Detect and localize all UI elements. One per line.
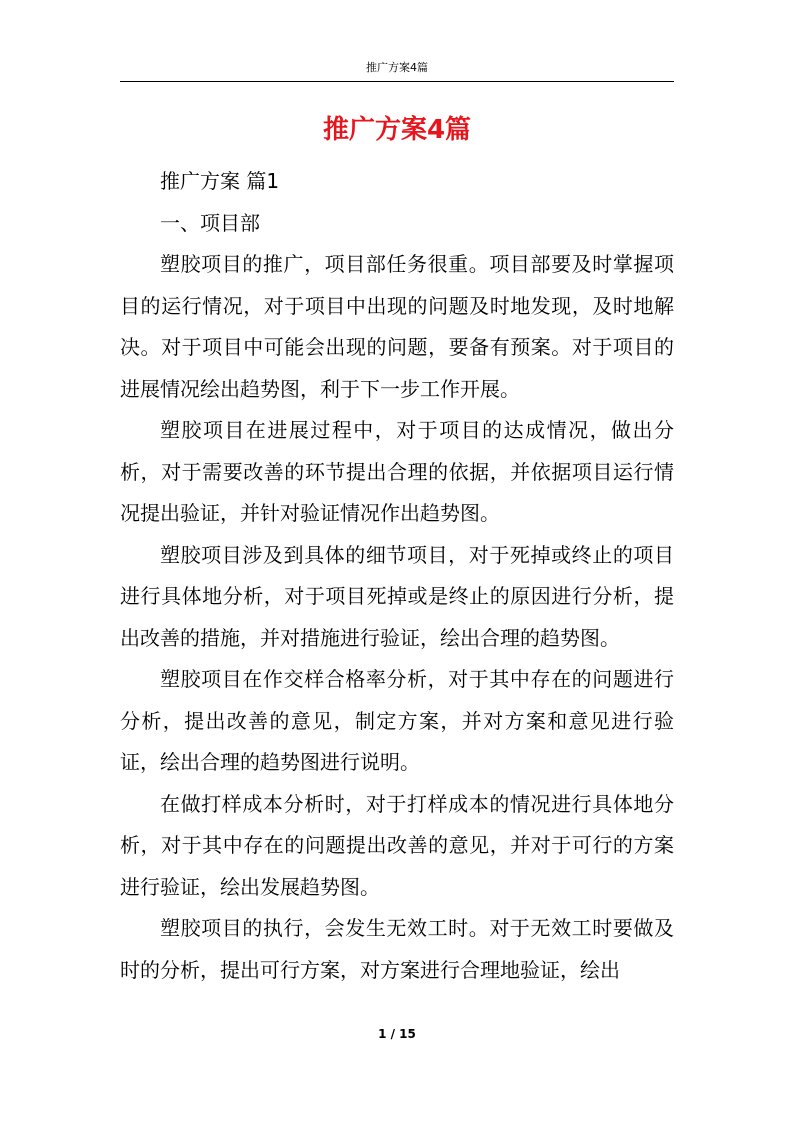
section-heading: 推广方案 篇1 (160, 169, 280, 193)
paragraph: 塑胶项目的推广，项目部任务很重。项目部要及时掌握项目的运行情况，对于项目中出现的问题及时地发现，及时地解决。对于项目中可能会出现的问题，要备有预案。对于项目的进展情况绘出趋势图，利于下一步工作开展。 (120, 252, 674, 401)
document-body (120, 161, 674, 991)
running-header: 推广方案4篇 (366, 61, 428, 74)
paragraph: 在做打样成本分析时，对于打样成本的情况进行具体地分析，对于其中存在的问题提出改善的意见，并对于可行的方案进行验证，绘出发展趋势图。 (120, 791, 674, 899)
paragraph: 塑胶项目的执行，会发生无效工时。对于无效工时要做及时的分析，提出可行方案，对方案进行合理地验证，绘出 (120, 916, 674, 982)
header-divider (120, 81, 674, 82)
document-title: 推广方案4篇 (322, 115, 472, 145)
paragraph: 塑胶项目在进展过程中，对于项目的达成情况，做出分析，对于需要改善的环节提出合理的依据，并依据项目运行情况提出验证，并针对验证情况作出趋势图。 (120, 418, 674, 525)
paragraph: 塑胶项目在作交样合格率分析，对于其中存在的问题进行分析，提出改善的意见，制定方案，并对方案和意见进行验证，绘出合理的趋势图进行说明。 (120, 667, 674, 774)
subheading: 一、项目部 (160, 210, 260, 235)
paragraph: 塑胶项目涉及到具体的细节项目，对于死掉或终止的项目进行具体地分析，对于项目死掉或是终止的原因进行分析，提出改善的措施，并对措施进行验证，绘出合理的趋势图。 (120, 542, 674, 650)
page-number: 1 / 15 (378, 1027, 416, 1041)
